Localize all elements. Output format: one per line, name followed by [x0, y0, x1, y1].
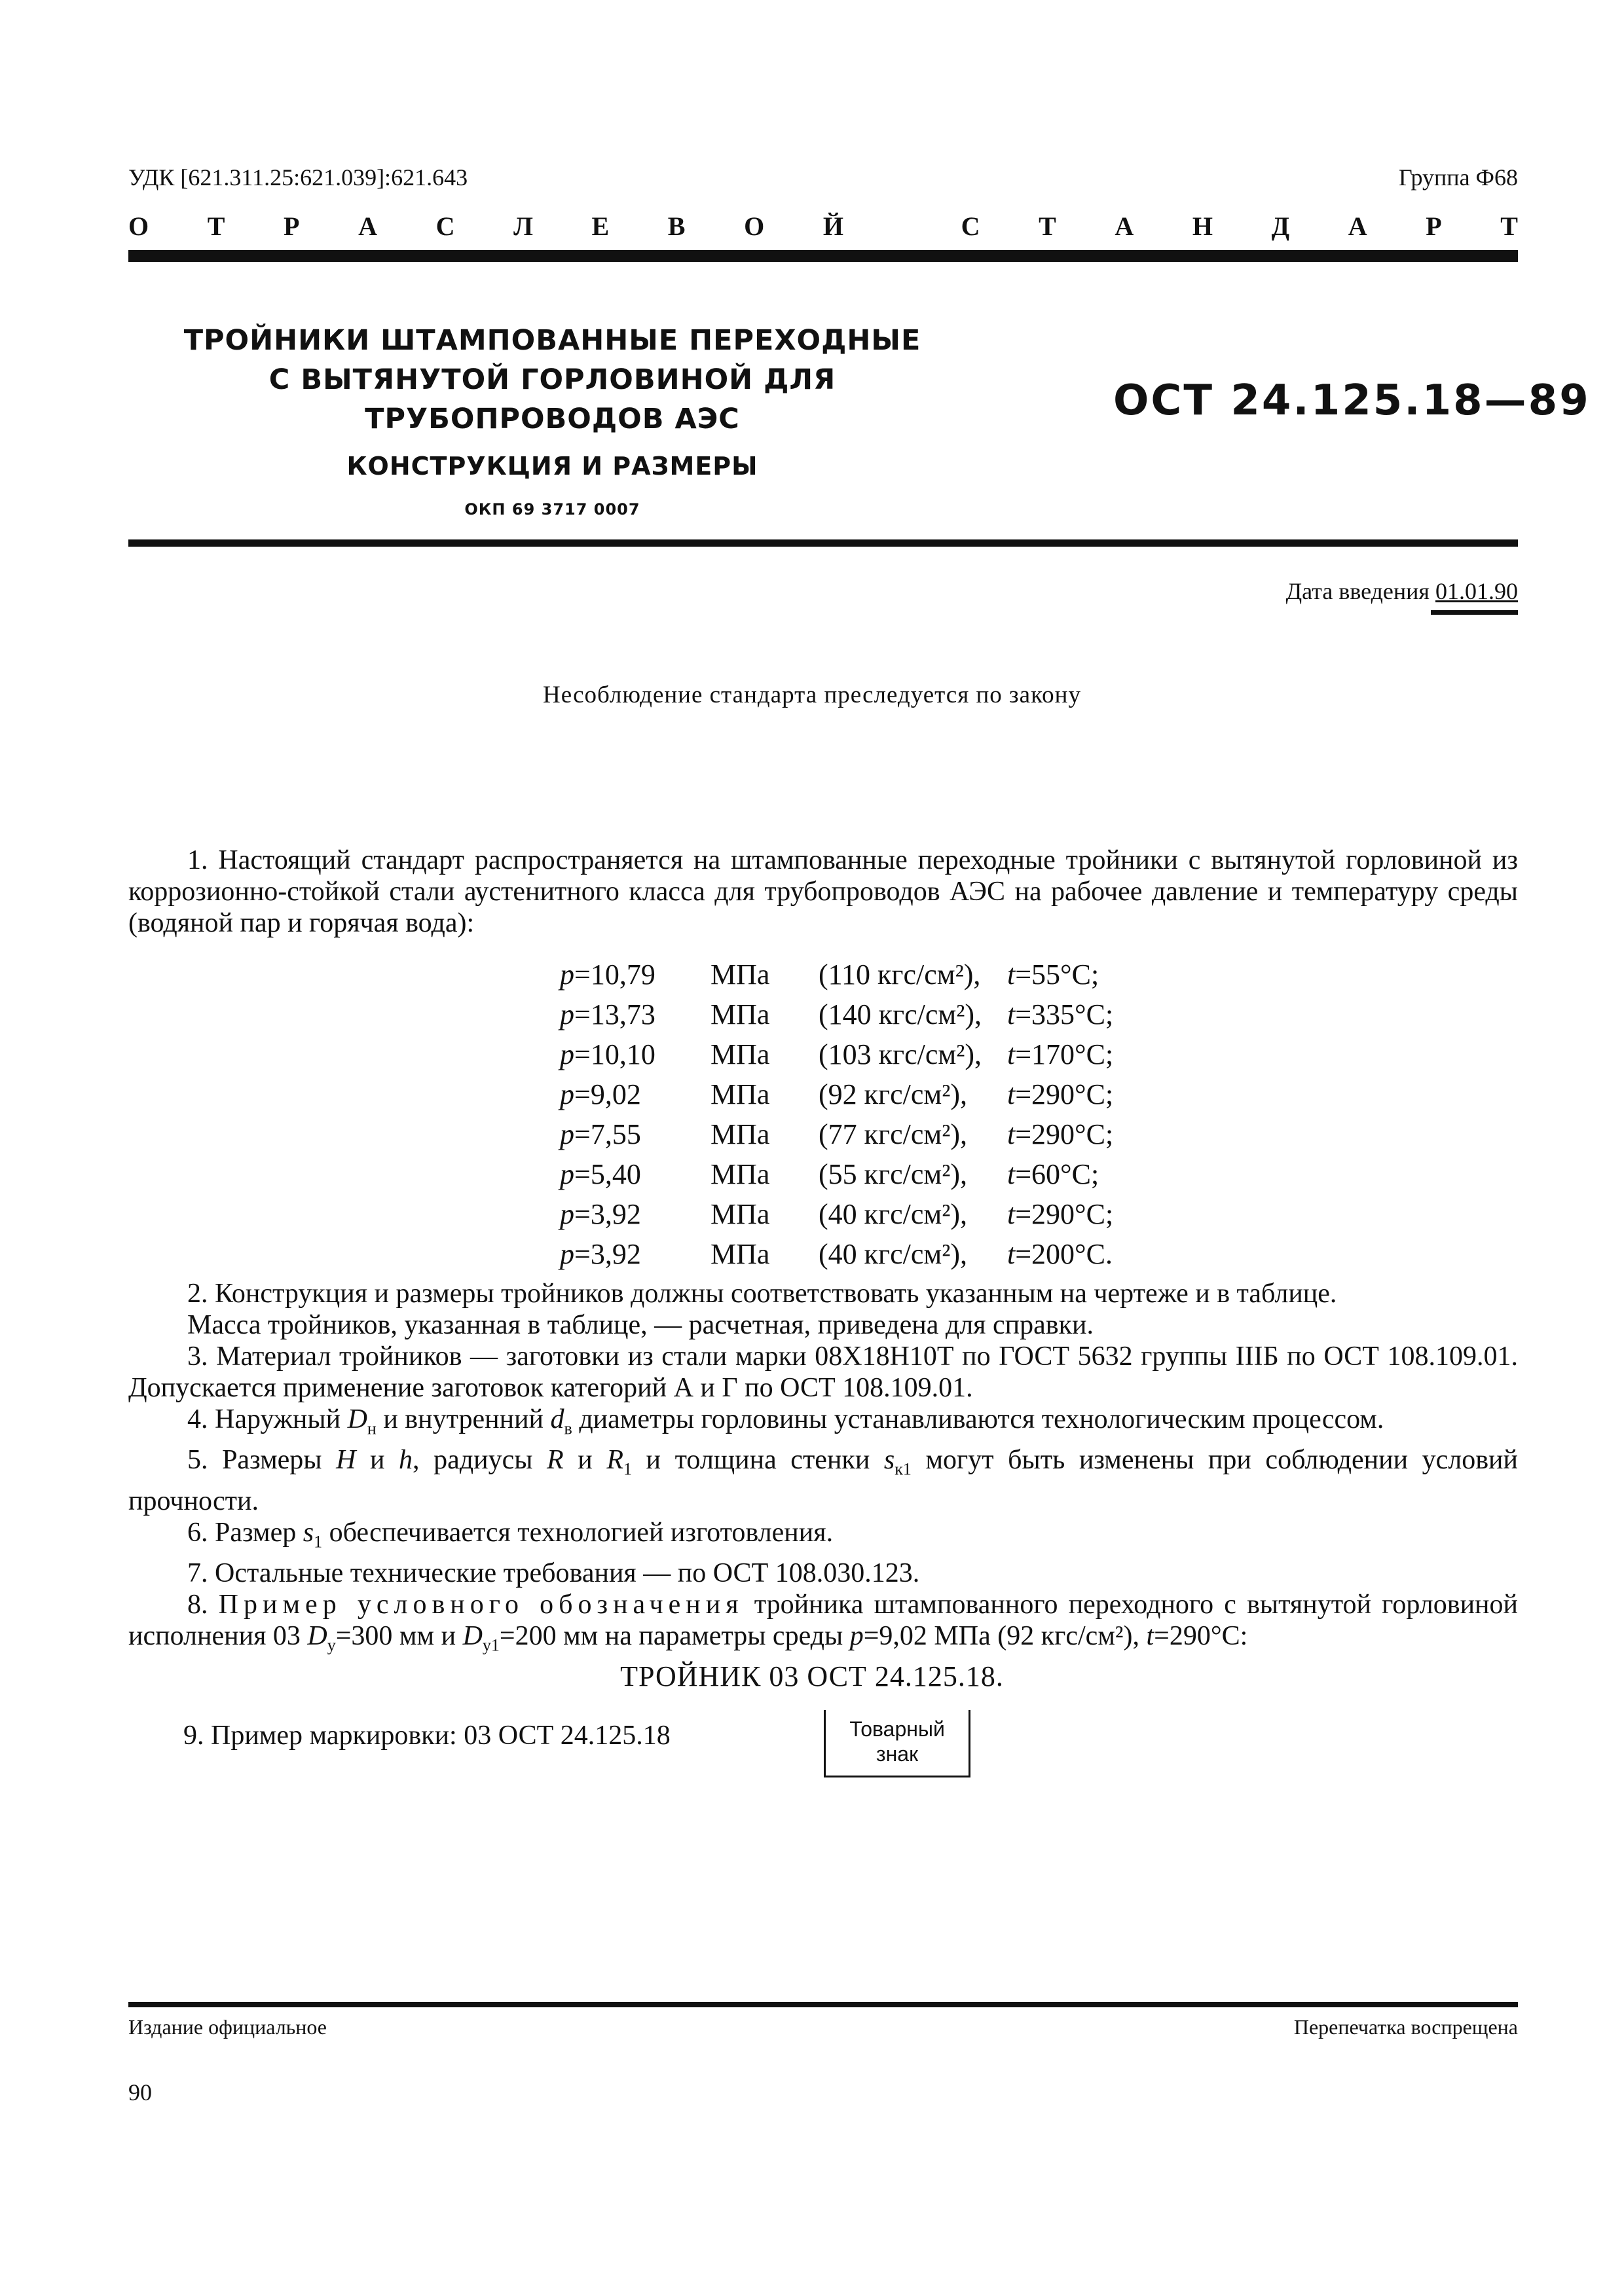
temperature-value: t=335°С; — [1007, 998, 1114, 1030]
title-line-1: ТРОЙНИКИ ШТАМПОВАННЫЕ ПЕРЕХОДНЫЕ — [183, 324, 921, 357]
parameters-list — [560, 955, 1113, 1274]
paragraph-8: 8. Пример условного обозначения тройника штампованного переходного с вытянутой горловиной исполнения 03 $D_у=300$ мм и $D_{у1}=200$ мм на параметры среды p=9,02 МПа (92 кгс/см²), t=290°С: — [128, 1590, 1519, 1655]
parameter-row — [560, 1234, 1113, 1274]
temperature-value: t=60°С; — [1007, 1158, 1099, 1190]
pressure-value: p=10,79 — [560, 958, 655, 991]
banner-letter: Т — [1500, 211, 1518, 241]
pressure-value: p=10,10 — [560, 1038, 655, 1070]
trademark-label-1: Товарный — [849, 1717, 945, 1741]
paragraph-2a: 2. Конструкция и размеры тройников должны соответствовать указанным на чертеже и в таблице. — [187, 1279, 1337, 1309]
banner-letter: Т — [207, 211, 225, 241]
example-designation: ТРОЙНИК 03 ОСТ 24.125.18. — [620, 1660, 1004, 1692]
banner-letter: С — [961, 211, 980, 241]
parameter-row — [560, 1154, 1113, 1194]
banner-letter: Е — [591, 211, 610, 241]
standard-designation: ОСТ 24.125.18—89 — [1113, 376, 1591, 425]
date-value: 01.01.90 — [1435, 578, 1518, 604]
pressure-kgs: (92 кгс/см²), — [819, 1078, 968, 1110]
top-rule — [128, 250, 1518, 262]
banner-letter: В — [667, 211, 686, 241]
udk-code: УДК [621.311.25:621.039]:621.643 — [128, 164, 468, 191]
pressure-kgs: (40 кгс/см²), — [819, 1238, 968, 1270]
banner-letter: С — [435, 211, 455, 241]
temperature-value: t=200°С. — [1007, 1238, 1113, 1270]
reprint-prohibited-note: Перепечатка воспрещена — [1293, 2015, 1518, 2039]
page-number: 90 — [128, 2079, 152, 2105]
banner-letter: Р — [1426, 211, 1442, 241]
pressure-unit: МПа — [710, 958, 770, 991]
group-code: Группа Ф68 — [1398, 164, 1518, 191]
pressure-value: p=7,55 — [560, 1118, 641, 1150]
banner-letter: Т — [1039, 211, 1056, 241]
middle-rule — [128, 539, 1518, 547]
paragraph-3: 3. Материал тройников — заготовки из стали марки 08Х18Н10Т по ГОСТ 5632 группы IIIБ по ОСТ 108.109.01. Допускается применение заготовок категорий А и Г по ОСТ 108.109.01. — [128, 1341, 1518, 1403]
pressure-kgs: (40 кгс/см²), — [819, 1198, 968, 1230]
banner-letter: А — [1115, 211, 1134, 241]
pressure-unit: МПа — [710, 1198, 770, 1230]
marking-example: 9. Пример маркировки: 03 ОСТ 24.125.18 — [183, 1721, 671, 1751]
banner-letter: Д — [1271, 211, 1290, 241]
pressure-kgs: (140 кгс/см²), — [819, 998, 982, 1030]
title-line-2: С ВЫТЯНУТОЙ ГОРЛОВИНОЙ ДЛЯ ТРУБОПРОВОДОВ АЭС — [268, 363, 836, 435]
bottom-rule — [128, 2002, 1518, 2007]
pressure-unit: МПа — [710, 1078, 770, 1110]
banner-letter: Л — [513, 211, 533, 241]
pressure-value: p=3,92 — [560, 1238, 641, 1270]
temperature-value: t=290°С; — [1007, 1198, 1114, 1230]
paragraph-5: 5. Размеры H и h, радиусы R и $R_1$ и толщина стенки $s_{к1}$ могут быть изменены при соблюдении условий прочности. — [128, 1445, 1518, 1516]
pressure-unit: МПа — [710, 1118, 770, 1150]
temperature-value: t=290°С; — [1007, 1078, 1114, 1110]
temperature-value: t=55°С; — [1007, 958, 1099, 991]
banner-letter: А — [358, 211, 377, 241]
paragraphs-2-8 — [128, 1278, 1518, 1662]
trademark-box — [824, 1710, 970, 1777]
pressure-kgs: (77 кгс/см²), — [819, 1118, 968, 1150]
pressure-unit: МПа — [710, 1038, 770, 1070]
pressure-unit: МПа — [710, 1158, 770, 1190]
pressure-unit: МПа — [710, 998, 770, 1030]
parameter-row — [560, 1074, 1113, 1114]
pressure-value: p=9,02 — [560, 1078, 641, 1110]
subtitle: КОНСТРУКЦИЯ И РАЗМЕРЫ — [346, 452, 758, 481]
title-block — [128, 321, 976, 519]
legal-warning: Несоблюдение стандарта преследуется по закону — [543, 682, 1081, 708]
paragraph-7: 7. Остальные технические требования — по ОСТ 108.030.123. — [187, 1558, 920, 1589]
date-label: Дата введения — [1285, 578, 1435, 604]
banner-letter: О — [744, 211, 765, 241]
parameter-row — [560, 994, 1113, 1034]
temperature-value: t=170°С; — [1007, 1038, 1114, 1070]
date-underline-rule — [1431, 610, 1518, 615]
banner-letter: Н — [1192, 211, 1213, 241]
pressure-kgs: (55 кгс/см²), — [819, 1158, 968, 1190]
banner-letter: Р — [284, 211, 300, 241]
standard-type-banner — [128, 211, 1518, 242]
paragraph-6: 6. Размер $s_1$ обеспечивается технологией изготовления. — [187, 1517, 834, 1552]
pressure-value: p=3,92 — [560, 1198, 641, 1230]
banner-letter: Й — [822, 211, 843, 241]
introduction-date — [1286, 577, 1518, 605]
paragraph-2b: Масса тройников, указанная в таблице, — расчетная, приведена для справки. — [187, 1310, 1094, 1340]
official-edition-note: Издание официальное — [128, 2015, 327, 2039]
pressure-value: p=13,73 — [560, 998, 655, 1030]
paragraph-1-text: 1. Настоящий стандарт распространяется на штампованные переходные тройники с вытянутой горловиной из коррозионно-стойкой стали аустенитного класса для трубопроводов АЭС на рабочее давление и температуру среды (водяной пар и горячая вода): — [128, 845, 1518, 938]
pressure-kgs: (110 кгс/см²), — [819, 958, 981, 991]
parameter-row — [560, 1034, 1113, 1074]
parameter-row — [560, 1194, 1113, 1234]
trademark-label-2: знак — [876, 1742, 919, 1766]
paragraph-4: 4. Наружный $D_н$ и внутренний $d_в$ диаметры горловины устанавливаются технологическим процессом. — [187, 1404, 1384, 1438]
parameter-row — [560, 1114, 1113, 1154]
okp-code: ОКП 69 3717 0007 — [464, 500, 640, 519]
pressure-unit: МПа — [710, 1238, 770, 1270]
paragraph-1 — [128, 845, 1518, 939]
banner-letter: О — [128, 211, 149, 241]
pressure-value: p=5,40 — [560, 1158, 641, 1190]
pressure-kgs: (103 кгс/см²), — [819, 1038, 982, 1070]
temperature-value: t=290°С; — [1007, 1118, 1114, 1150]
parameter-row — [560, 955, 1113, 994]
banner-letter: А — [1348, 211, 1367, 241]
